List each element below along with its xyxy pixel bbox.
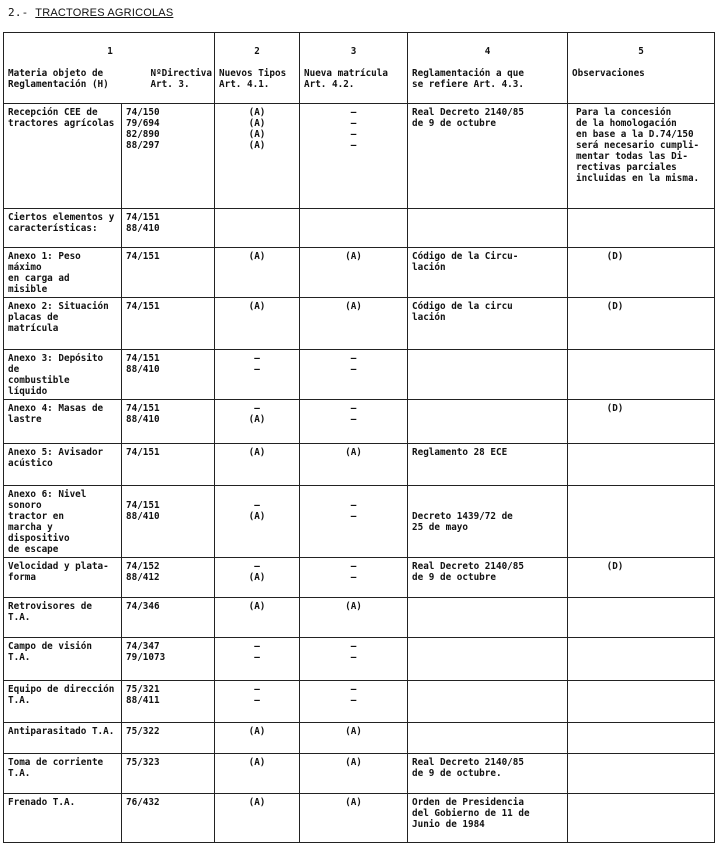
section-number: 2.-	[8, 6, 29, 19]
cell-nueva-matricula: – –	[300, 558, 408, 598]
cell-observaciones: (D)	[568, 248, 715, 298]
cell-materia: Campo de visión T.A.	[4, 638, 122, 681]
table-row	[4, 486, 715, 558]
cell-directiva: 74/151 88/410	[122, 486, 215, 558]
section-heading	[8, 6, 173, 19]
cell-directiva: 74/152 88/412	[122, 558, 215, 598]
cell-nuevos-tipos: – (A)	[215, 558, 300, 598]
cell-nueva-matricula: – – – –	[300, 104, 408, 209]
cell-directiva: 74/151	[122, 444, 215, 486]
cell-materia: Anexo 4: Masas de lastre	[4, 400, 122, 444]
header-col-4	[408, 33, 568, 104]
cell-nueva-matricula: (A)	[300, 754, 408, 794]
cell-materia: Anexo 5: Avisador acústico	[4, 444, 122, 486]
cell-nueva-matricula	[300, 209, 408, 248]
cell-directiva: 74/151 88/410	[122, 400, 215, 444]
cell-observaciones: Para la concesión de la homologación en base a la D.74/150 será necesario cumpli- mentar todas las Di- rectivas parciales incluidas en la misma.	[568, 104, 715, 209]
cell-nuevos-tipos: – –	[215, 681, 300, 723]
col-number: 1	[107, 46, 113, 57]
cell-directiva: 74/151 88/410	[122, 209, 215, 248]
cell-nueva-matricula: – –	[300, 400, 408, 444]
cell-observaciones	[568, 444, 715, 486]
header-col-2	[215, 33, 300, 104]
cell-nueva-matricula: – –	[300, 486, 408, 558]
cell-nuevos-tipos: – (A)	[215, 486, 300, 558]
cell-directiva: 75/323	[122, 754, 215, 794]
cell-directiva: 74/151	[122, 298, 215, 350]
col-number: 3	[350, 46, 357, 57]
cell-nuevos-tipos: (A) (A) (A) (A)	[215, 104, 300, 209]
cell-reglamentacion	[408, 350, 568, 400]
cell-nueva-matricula: – –	[300, 681, 408, 723]
cell-nuevos-tipos: – –	[215, 638, 300, 681]
cell-nueva-matricula: (A)	[300, 723, 408, 754]
table-row	[4, 754, 715, 794]
cell-nuevos-tipos: – –	[215, 350, 300, 400]
cell-observaciones	[568, 486, 715, 558]
cell-directiva: 75/321 88/411	[122, 681, 215, 723]
col-label: Observaciones	[572, 68, 645, 79]
section-title: TRACTORES AGRICOLAS	[35, 7, 174, 19]
cell-nuevos-tipos: (A)	[215, 444, 300, 486]
cell-observaciones: (D)	[568, 558, 715, 598]
cell-observaciones	[568, 598, 715, 638]
cell-directiva: 76/432	[122, 794, 215, 843]
header-col-5	[568, 33, 715, 104]
cell-reglamentacion: Código de la Circu- lación	[408, 248, 568, 298]
table-row	[4, 794, 715, 843]
table-row	[4, 298, 715, 350]
cell-nueva-matricula: (A)	[300, 248, 408, 298]
cell-reglamentacion	[408, 598, 568, 638]
table-row	[4, 681, 715, 723]
cell-directiva: 74/151 88/410	[122, 350, 215, 400]
cell-materia: Anexo 6: Nivel sonoro tractor en marcha y dispositivo de escape	[4, 486, 122, 558]
cell-nuevos-tipos: (A)	[215, 298, 300, 350]
cell-reglamentacion: Real Decreto 2140/85 de 9 de octubre	[408, 558, 568, 598]
cell-nueva-matricula: (A)	[300, 298, 408, 350]
cell-nuevos-tipos: (A)	[215, 248, 300, 298]
col-label: Reglamentación a que se refiere Art. 4.3.	[412, 68, 524, 90]
cell-observaciones: (D)	[568, 298, 715, 350]
table-row	[4, 209, 715, 248]
cell-materia: Recepción CEE de tractores agrícolas	[4, 104, 122, 209]
header-row	[4, 33, 715, 104]
cell-reglamentacion: Real Decreto 2140/85 de 9 de octubre	[408, 104, 568, 209]
col-number: 4	[484, 46, 491, 57]
col-label: Materia objeto de Reglamentación (H)	[8, 68, 109, 90]
cell-nuevos-tipos: (A)	[215, 754, 300, 794]
header-col-1	[4, 33, 215, 104]
header-col-3	[300, 33, 408, 104]
cell-observaciones	[568, 681, 715, 723]
cell-reglamentacion: Reglamento 28 ECE	[408, 444, 568, 486]
col-number: 5	[638, 46, 644, 57]
regulation-table	[3, 32, 715, 843]
cell-observaciones	[568, 794, 715, 843]
table-row	[4, 400, 715, 444]
cell-materia: Anexo 1: Peso máximo en carga ad misible	[4, 248, 122, 298]
cell-materia: Anexo 3: Depósito de combustible líquido	[4, 350, 122, 400]
cell-materia: Equipo de dirección T.A.	[4, 681, 122, 723]
cell-materia: Frenado T.A.	[4, 794, 122, 843]
cell-materia: Ciertos elementos y características:	[4, 209, 122, 248]
cell-materia: Toma de corriente T.A.	[4, 754, 122, 794]
table-row	[4, 558, 715, 598]
cell-reglamentacion: Real Decreto 2140/85 de 9 de octubre.	[408, 754, 568, 794]
cell-nuevos-tipos: (A)	[215, 598, 300, 638]
cell-materia: Anexo 2: Situación placas de matrícula	[4, 298, 122, 350]
cell-observaciones	[568, 638, 715, 681]
cell-reglamentacion: Decreto 1439/72 de 25 de mayo	[408, 486, 568, 558]
cell-observaciones: (D)	[568, 400, 715, 444]
cell-directiva: 75/322	[122, 723, 215, 754]
cell-observaciones	[568, 754, 715, 794]
cell-reglamentacion: Orden de Presidencia del Gobierno de 11 de Junio de 1984	[408, 794, 568, 843]
table-row	[4, 723, 715, 754]
cell-observaciones	[568, 350, 715, 400]
cell-reglamentacion	[408, 723, 568, 754]
table-row	[4, 350, 715, 400]
cell-nuevos-tipos: (A)	[215, 794, 300, 843]
col-number: 2	[254, 46, 260, 57]
cell-directiva: 74/346	[122, 598, 215, 638]
cell-nueva-matricula: (A)	[300, 794, 408, 843]
cell-directiva: 74/150 79/694 82/890 88/297	[122, 104, 215, 209]
cell-nueva-matricula: – –	[300, 638, 408, 681]
cell-nueva-matricula: (A)	[300, 444, 408, 486]
cell-reglamentacion	[408, 209, 568, 248]
cell-reglamentacion	[408, 400, 568, 444]
cell-nuevos-tipos	[215, 209, 300, 248]
cell-directiva: 74/347 79/1073	[122, 638, 215, 681]
cell-observaciones	[568, 209, 715, 248]
cell-materia: Velocidad y plata- forma	[4, 558, 122, 598]
cell-nuevos-tipos: (A)	[215, 723, 300, 754]
cell-materia: Retrovisores de T.A.	[4, 598, 122, 638]
cell-reglamentacion	[408, 681, 568, 723]
table-row	[4, 248, 715, 298]
cell-observaciones	[568, 723, 715, 754]
cell-reglamentacion: Código de la circu lación	[408, 298, 568, 350]
table-row	[4, 444, 715, 486]
col-label-directiva: NºDirectiva Art. 3.	[150, 68, 213, 90]
table-row	[4, 638, 715, 681]
cell-nueva-matricula: – –	[300, 350, 408, 400]
col-label: Nueva matrícula Art. 4.2.	[304, 68, 388, 90]
cell-directiva: 74/151	[122, 248, 215, 298]
cell-reglamentacion	[408, 638, 568, 681]
table-row	[4, 598, 715, 638]
table-row	[4, 104, 715, 209]
cell-materia: Antiparasitado T.A.	[4, 723, 122, 754]
cell-nueva-matricula: (A)	[300, 598, 408, 638]
cell-nuevos-tipos: – (A)	[215, 400, 300, 444]
col-label: Nuevos Tipos Art. 4.1.	[219, 68, 287, 90]
